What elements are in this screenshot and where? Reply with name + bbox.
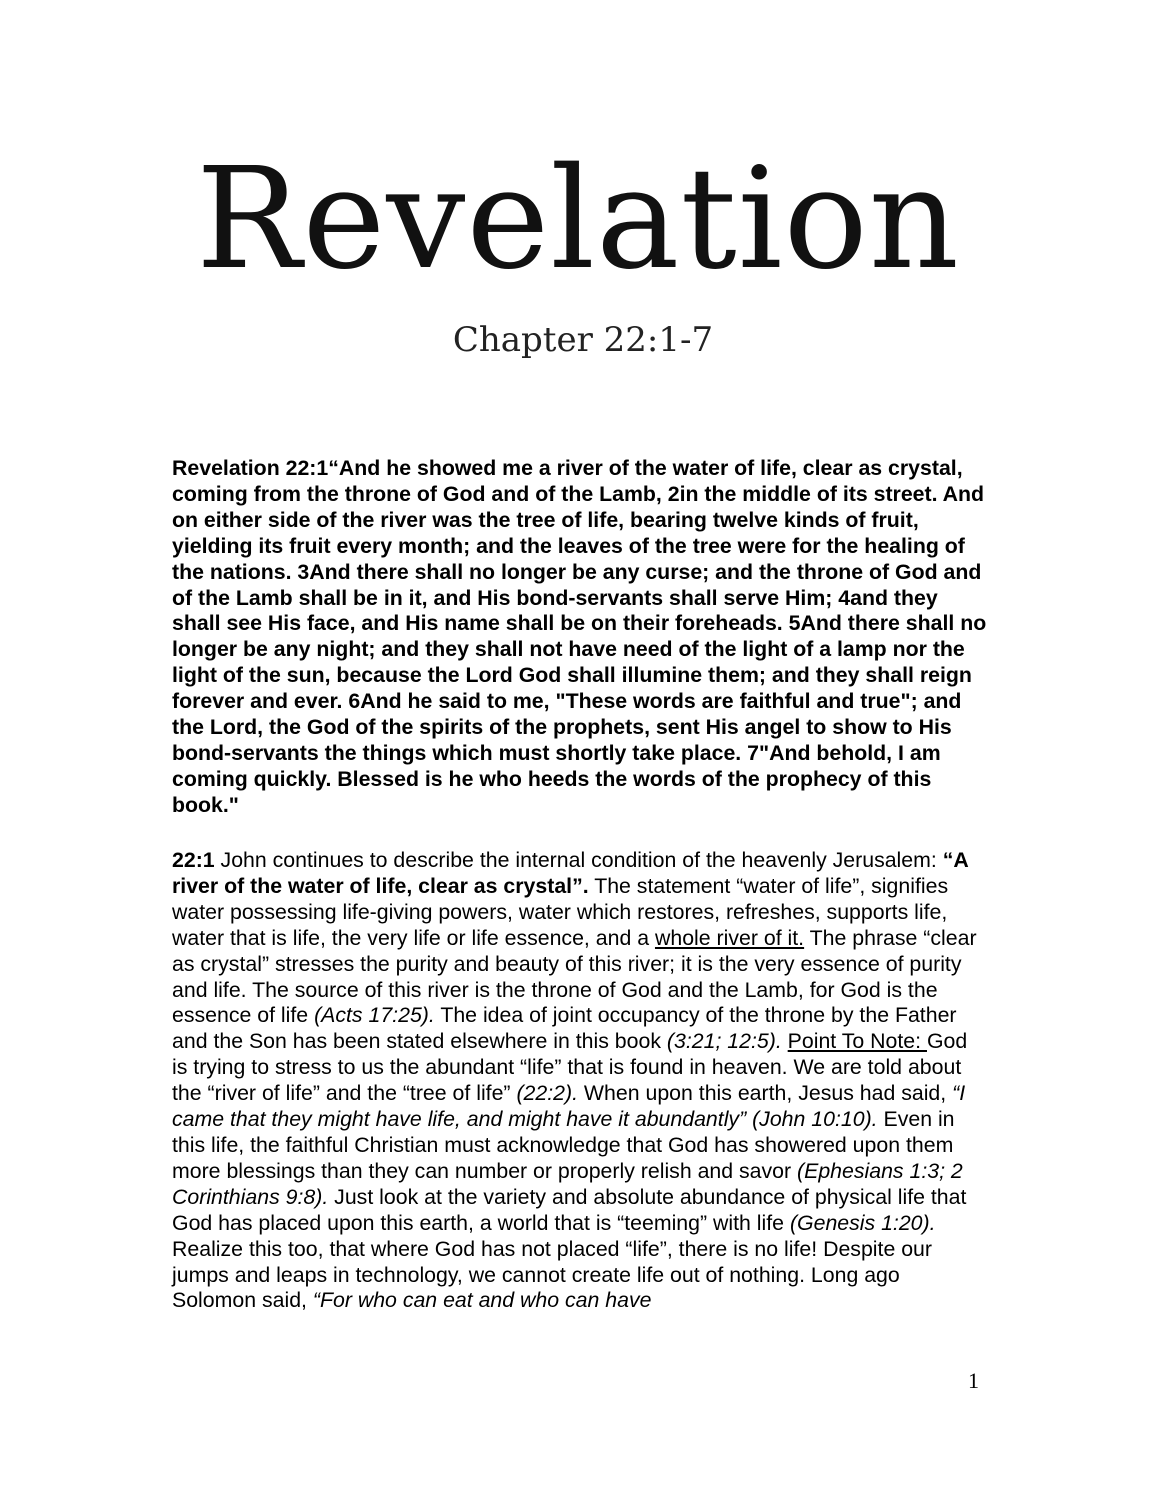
commentary-text: The phrase “clear as crystal” stresses the purity and beauty of this river; it is the very essence of purity and life. The source of this river is the throne of God and the Lamb, for God is the essence of life (172, 925, 977, 1028)
underlined-phrase: whole river of it. (654, 925, 805, 950)
commentary-text: Even in this life, the faithful Christian must acknowledge that God has showered upon them more blessings than they can number or properly relish and savor (172, 1107, 955, 1183)
commentary-text: The idea of joint occupancy of the throne by the Father and the Son has been stated elsewhere in this book (172, 1003, 957, 1054)
document-title: Revelation (196, 138, 960, 301)
commentary-text: Just look at the variety and absolute abundance of physical life that God has placed upon this earth, a world that is “teeming” with life (172, 1184, 967, 1235)
scripture-citation: (Genesis 1:20). (789, 1210, 936, 1235)
verse-reference: 22:1 (172, 848, 215, 872)
scripture-passage: Revelation 22:1“And he showed me a river of the water of life, clear as crystal, coming from the throne of God and of the Lamb, 2in the middle of its street. And on either side of the river was the tree of life, bearing twelve kinds of fruit, yielding its fruit every month; and the leaves of the tree were for the healing of the nations. 3And there shall no longer be any curse; and the throne of God and of the Lamb shall be in it, and His bond-servants shall serve Him; 4and they shall see His face, and His name shall be on their foreheads. 5And there shall no longer be any night; and they shall not have need of the light of a lamp nor the light of the sun, because the Lord God shall illumine them; and they shall reign forever and ever. 6And he said to me, "These words are faithful and true"; and the Lord, the God of the spirits of the prophets, sent His angel to show to His bond-servants the things which must shortly take place. 7"And behold, I am coming quickly. Blessed is he who heeds the words of the prophecy of this book." (172, 456, 987, 817)
commentary-text: When upon this earth, Jesus had said, (578, 1081, 953, 1106)
commentary-text: John continues to describe the internal condition of the heavenly Jerusalem: (214, 848, 943, 872)
scripture-citation: (3:21; 12:5). (666, 1029, 782, 1054)
commentary-text: The statement “water of life”, signifies water possessing life-giving powers, water which restores, refreshes, supports life, water that is life, the very life or life essence, and a (172, 873, 949, 950)
scripture-citation: (Acts 17:25). (314, 1003, 435, 1028)
jesus-quote: “I came that they might have life, and might have it abundantly” (John 10:10). (172, 1081, 966, 1132)
commentary-text: God is trying to stress to us the abundant “life” that is found in heaven. We are told about the “river of life” and the “tree of life” (172, 1029, 968, 1106)
solomon-quote: “For who can eat and who can have (312, 1288, 652, 1313)
chapter-subtitle (0, 318, 1156, 362)
scripture-citation: (Ephesians 1:3; 2 Corinthians 9:8). (172, 1158, 963, 1209)
commentary-paragraph (172, 848, 987, 1314)
quoted-phrase: “A river of the water of life, clear as crystal”. (172, 848, 968, 898)
point-to-note-label: Point To Note: (787, 1029, 927, 1054)
page-number: 1 (968, 1368, 979, 1393)
commentary-text: Realize this too, that where God has not placed “life”, there is no life! Despite our jumps and leaps in technology, we cannot create life out of nothing. Long ago Solomon said, (172, 1236, 932, 1313)
scripture-citation: (22:2). (516, 1081, 579, 1106)
chapter-subtitle-text: Chapter 22:1-7 (452, 320, 714, 360)
